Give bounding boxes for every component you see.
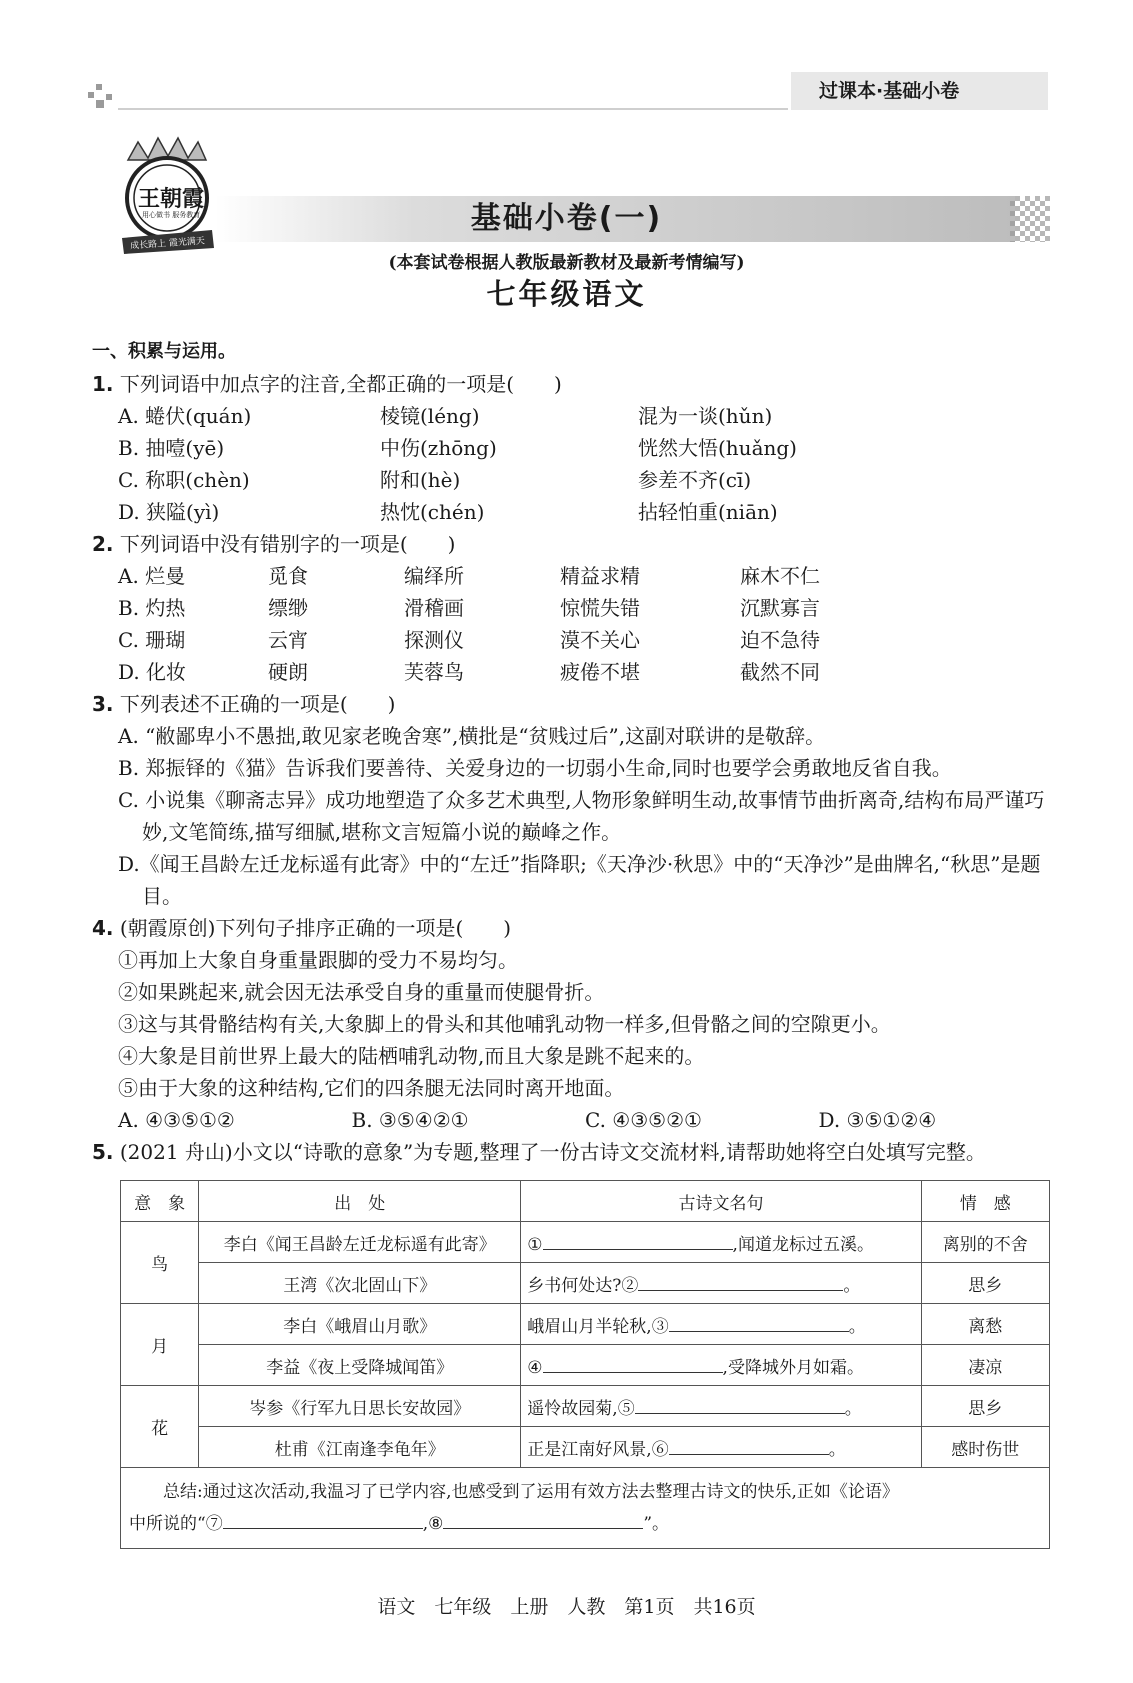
option-row: [92, 624, 1052, 656]
sentence-4: ④大象是目前世界上最大的陆栖哺乳动物,而且大象是跳不起来的。: [118, 1044, 705, 1068]
poetry-table: [120, 1180, 1050, 1549]
source-cell: 李白《峨眉山月歌》: [199, 1304, 521, 1345]
table-row: [121, 1427, 1050, 1468]
answer-b: B. ③⑤④②①: [351, 1108, 469, 1132]
answer-a: A. ④③⑤①②: [118, 1108, 235, 1132]
answer-c: C. ④③⑤②①: [585, 1108, 702, 1132]
verse-cell: [521, 1386, 921, 1427]
answer-blank-3[interactable]: [669, 1313, 849, 1332]
word: 截然不同: [740, 660, 820, 684]
question-content: [92, 336, 1052, 1168]
logo-name: 王朝霞: [138, 186, 205, 212]
image-cell: 花: [121, 1386, 199, 1468]
verse-suffix: 。: [843, 1275, 861, 1296]
answer-blank-1[interactable]: [543, 1231, 733, 1250]
option-c-3: 参差不齐(cī): [638, 468, 752, 492]
summary-prefix: 中所说的“⑦: [129, 1514, 223, 1534]
verse-suffix: 。: [844, 1398, 862, 1419]
question-stem: 下列表述不正确的一项是( ): [119, 692, 396, 716]
word: 觅食: [268, 564, 308, 588]
emotion-cell: 凄凉: [921, 1345, 1049, 1386]
option-b-3: 恍然大悟(huǎng): [638, 436, 797, 460]
verse-cell: [521, 1263, 921, 1304]
word: 探测仪: [404, 628, 464, 652]
option-c-1: C. 称职(chèn): [118, 468, 250, 492]
word: 编绎所: [404, 564, 464, 588]
answer-blank-8[interactable]: [443, 1510, 643, 1529]
logo-slogan: 成长路上 霞光满天: [129, 236, 206, 252]
option-a-2: 棱镜(léng): [380, 404, 480, 428]
option-a-1: A. 蜷伏(quán): [118, 404, 252, 428]
table-row: [121, 1304, 1050, 1345]
summary-row: [121, 1468, 1050, 1549]
word: A. 烂曼: [118, 564, 186, 588]
option-row: [92, 656, 1052, 688]
emotion-cell: 思乡: [921, 1263, 1049, 1304]
sentence-1: ①再加上大象自身重量跟脚的受力不易均匀。: [118, 948, 518, 972]
question-1: [92, 368, 1052, 528]
option-d-1: D. 狭隘(yì): [118, 500, 220, 524]
word: 迫不急待: [740, 628, 820, 652]
source-cell: 王湾《次北固山下》: [199, 1263, 521, 1304]
word: 缥缈: [268, 596, 308, 620]
question-stem: 下列词语中没有错别字的一项是( ): [119, 532, 456, 556]
table-row: [121, 1345, 1050, 1386]
source-cell: 李益《夜上受降城闻笛》: [199, 1345, 521, 1386]
question-number: 3.: [92, 692, 114, 716]
col-header: 古诗文名句: [521, 1181, 921, 1222]
option-row: [92, 400, 1052, 432]
emotion-cell: 离别的不舍: [921, 1222, 1049, 1263]
option-row: [92, 496, 1052, 528]
table-row: [121, 1263, 1050, 1304]
verse-cell: [521, 1304, 921, 1345]
emotion-cell: 思乡: [921, 1386, 1049, 1427]
sentence-2: ②如果跳起来,就会因无法承受自身的重量而使腿骨折。: [118, 980, 605, 1004]
emotion-cell: 感时伤世: [921, 1427, 1049, 1468]
answer-blank-4[interactable]: [543, 1354, 723, 1373]
question-2: [92, 528, 1052, 688]
verse-prefix: 遥怜故园菊,⑤: [527, 1398, 635, 1419]
word: 惊慌失错: [560, 596, 640, 620]
option-row: [92, 592, 1052, 624]
verse-prefix: ④: [527, 1357, 543, 1378]
question-number: 4.: [92, 916, 114, 940]
word: 漠不关心: [560, 628, 640, 652]
option-b: B. 郑振铎的《猫》告诉我们要善待、关爱身边的一切弱小生命,同时也要学会勇敢地反省自我。: [118, 756, 952, 780]
option-b-1: B. 抽噎(yē): [118, 436, 225, 460]
question-3: [92, 688, 1052, 912]
verse-cell: [521, 1345, 921, 1386]
corner-dots-icon: [88, 84, 116, 112]
word: 芙蓉鸟: [404, 660, 464, 684]
page-footer: 语文 七年级 上册 人教 第1页 共16页: [377, 1596, 756, 1618]
question-number: 5.: [92, 1140, 114, 1164]
col-header: 出 处: [199, 1181, 521, 1222]
word: C. 珊瑚: [118, 628, 186, 652]
verse-cell: [521, 1222, 921, 1263]
page-title: 基础小卷(一): [470, 201, 663, 236]
section-heading: 一、积累与运用。: [92, 341, 236, 362]
option-c: C. 小说集《聊斋志异》成功地塑造了众多艺术典型,人物形象鲜明生动,故事情节曲折离奇,结构布局严谨巧妙,文笔简练,描写细腻,堪称文言短篇小说的巅峰之作。: [118, 788, 1045, 844]
table-row: [121, 1386, 1050, 1427]
table-row: [121, 1222, 1050, 1263]
image-cell: 鸟: [121, 1222, 199, 1304]
question-number: 2.: [92, 532, 114, 556]
verse-prefix: 正是江南好风景,⑥: [527, 1439, 669, 1460]
verse-prefix: 乡书何处达?②: [527, 1275, 639, 1296]
logo-motto: 用心做书 服务教育: [142, 211, 201, 219]
verse-suffix: ,受降城外月如霜。: [722, 1357, 864, 1378]
image-cell: 月: [121, 1304, 199, 1386]
word: 云宵: [268, 628, 308, 652]
option-row: [92, 464, 1052, 496]
option-a-3: 混为一谈(hǔn): [638, 404, 773, 428]
word: 精益求精: [560, 564, 640, 588]
sentence-3: ③这与其骨骼结构有关,大象脚上的骨头和其他哺乳动物一样多,但骨骼之间的空隙更小。: [118, 1012, 891, 1036]
answer-blank-2[interactable]: [638, 1272, 843, 1291]
question-stem: (2021 舟山)小文以“诗歌的意象”为专题,整理了一份古诗文交流材料,请帮助她将空白处填写完整。: [119, 1140, 986, 1164]
word: 滑稽画: [404, 596, 464, 620]
option-row: [92, 432, 1052, 464]
answer-blank-5[interactable]: [635, 1395, 845, 1414]
option-d: D.《闻王昌龄左迁龙标遥有此寄》中的“左迁”指降职;《天净沙·秋思》中的“天净沙”是曲牌名,“秋思”是题目。: [118, 852, 1041, 908]
question-stem: 下列词语中加点字的注音,全都正确的一项是( ): [119, 372, 562, 396]
verse-prefix: ①: [527, 1234, 543, 1255]
answer-options: [92, 1104, 1052, 1136]
option-a: A. “敝鄙卑小不愚拙,敢见家老晚舍寒”,横批是“贫贱过后”,这副对联讲的是敬辞。: [118, 724, 826, 748]
option-c-2: 附和(hè): [380, 468, 461, 492]
verse-suffix: ,闻道龙标过五溪。: [732, 1234, 874, 1255]
verse-prefix: 峨眉山月半轮秋,③: [527, 1316, 669, 1337]
col-header: 意 象: [121, 1181, 199, 1222]
question-4: [92, 912, 1052, 1136]
summary-suffix: ”。: [643, 1514, 670, 1534]
source-cell: 杜甫《江南逢李龟年》: [199, 1427, 521, 1468]
verse-suffix: 。: [848, 1316, 866, 1337]
answer-blank-7[interactable]: [223, 1510, 423, 1529]
summary-line-1: 总结:通过这次活动,我温习了已学内容,也感受到了运用有效方法去整理古诗文的快乐,正如《论语》: [163, 1482, 899, 1502]
header-tab: 过课本·基础小卷: [788, 72, 1048, 110]
question-5: [92, 1136, 1052, 1168]
word: 沉默寡言: [740, 596, 820, 620]
title-note: (本套试卷根据人教版最新教材及最新考情编写): [388, 253, 745, 273]
col-header: 情 感: [921, 1181, 1049, 1222]
summary-mid: ,⑧: [422, 1514, 444, 1534]
header-rule: [118, 108, 788, 110]
emotion-cell: 离愁: [921, 1304, 1049, 1345]
verse-cell: [521, 1427, 921, 1468]
answer-d: D. ③⑤①②④: [818, 1108, 937, 1132]
verse-suffix: 。: [828, 1439, 846, 1460]
word: B. 灼热: [118, 596, 186, 620]
summary-cell: [121, 1468, 1050, 1549]
word: 硬朗: [268, 660, 308, 684]
option-d-2: 热忱(chén): [380, 500, 485, 524]
word: 疲倦不堪: [560, 660, 640, 684]
question-stem: (朝霞原创)下列句子排序正确的一项是( ): [119, 916, 512, 940]
sentence-5: ⑤由于大象的这种结构,它们的四条腿无法同时离开地面。: [118, 1076, 625, 1100]
word: D. 化妆: [118, 660, 187, 684]
subject-title: 七年级语文: [486, 277, 647, 311]
source-cell: 李白《闻王昌龄左迁龙标遥有此寄》: [199, 1222, 521, 1263]
word: 麻木不仁: [740, 564, 820, 588]
table-header-row: [121, 1181, 1050, 1222]
option-d-3: 拈轻怕重(niān): [638, 500, 778, 524]
option-b-2: 中伤(zhōng): [380, 436, 497, 460]
source-cell: 岑参《行军九日思长安故园》: [199, 1386, 521, 1427]
summary-line-2: [129, 1508, 1041, 1540]
question-number: 1.: [92, 372, 114, 396]
option-row: [92, 560, 1052, 592]
answer-blank-6[interactable]: [669, 1436, 829, 1455]
